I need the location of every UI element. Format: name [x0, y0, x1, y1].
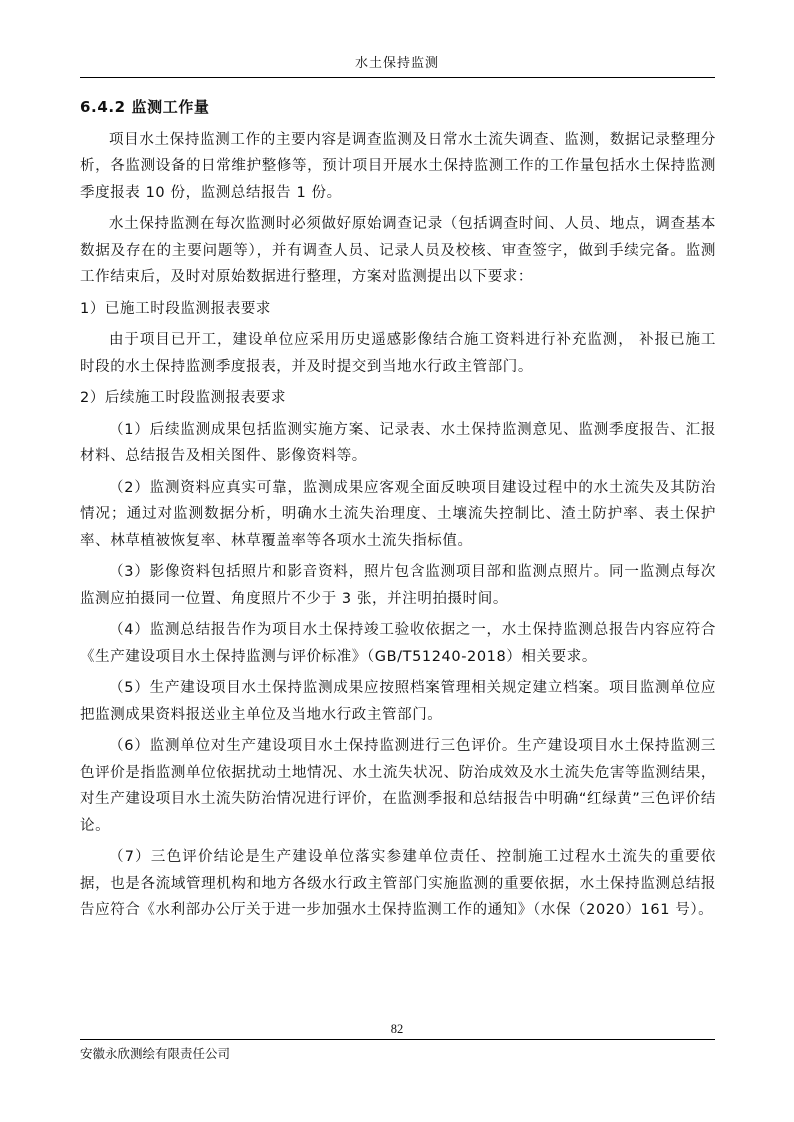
footer-company: 安徽永欣测绘有限责任公司: [80, 1046, 231, 1061]
paragraph: （1）后续监测成果包括监测实施方案、记录表、水土保持监测意见、监测季度报告、汇报材料、总结报告及相关图件、影像资料等。: [80, 421, 716, 464]
paragraph: （5）生产建设项目水土保持监测成果应按照档案管理相关规定建立档案。项目监测单位应把监测成果资料报送业主单位及当地水行政主管部门。: [80, 680, 716, 723]
paragraph: 水土保持监测在每次监测时必须做好原始调查记录（包括调查时间、人员、地点，调查基本数据及存在的主要问题等），并有调查人员、记录人员及校核、审查签字，做到手续完备。监测工作结束后，及时对原始数据进行整理，方案对监测提出以下要求：: [80, 216, 716, 285]
paragraph: （4）监测总结报告作为项目水土保持竣工验收依据之一，水土保持监测总报告内容应符合《生产建设项目水土保持监测与评价标准》（GB/T51240-2018）相关要求。: [80, 622, 716, 665]
footer-divider: [80, 1039, 715, 1040]
paragraph: （2）监测资料应真实可靠，监测成果应客观全面反映项目建设过程中的水土流失及其防治情况；通过对监测数据分析，明确水土流失治理度、土壤流失控制比、渣土防护率、表土保护率、林草植被恢复率、林草覆盖率等各项水土流失指标值。: [80, 479, 716, 549]
header-divider: [80, 77, 715, 78]
document-body: [80, 94, 716, 929]
paragraph: （7）三色评价结论是生产建设单位落实参建单位责任、控制施工过程水土流失的重要依据，也是各流域管理机构和地方各级水行政主管部门实施监测的重要依据，水土保持监测总结报告应符合《水利部办公厅关于进一步加强水土保持监测工作的通知》（水保（2020）161 号）。: [80, 849, 716, 918]
paragraph: 项目水土保持监测工作的主要内容是调查监测及日常水土流失调查、监测，数据记录整理分析，各监测设备的日常维护整修等，预计项目开展水土保持监测工作的工作量包括水土保持监测季度报表 10 份，监测总结报告 1 份。: [80, 131, 716, 201]
section-heading: 6.4.2 监测工作量: [80, 98, 210, 116]
paragraph: 2）后续施工时段监测报表要求: [80, 390, 287, 406]
paragraph: 1）已施工时段监测报表要求: [80, 300, 272, 317]
page-header-title: 水土保持监测: [354, 56, 439, 71]
paragraph: 由于项目已开工，建设单位应采用历史遥感影像结合施工资料进行补充监测， 补报已施工时段的水土保持监测季度报表，并及时提交到当地水行政主管部门。: [80, 332, 716, 375]
paragraph-list: [80, 127, 716, 924]
page-number: 82: [390, 1022, 404, 1036]
paragraph: （3）影像资料包括照片和影音资料，照片包含监测项目部和监测点照片。同一监测点每次监测应拍摄同一位置、角度照片不少于 3 张，并注明拍摄时间。: [80, 564, 716, 607]
paragraph: （6）监测单位对生产建设项目水土保持监测进行三色评价。生产建设项目水土保持监测三色评价是指监测单位依据扰动土地情况、水土流失状况、防治成效及水土流失危害等监测结果，对生产建设项目水土流失防治情况进行评价，在监测季报和总结报告中明确“红绿黄”三色评价结论。: [80, 738, 716, 834]
